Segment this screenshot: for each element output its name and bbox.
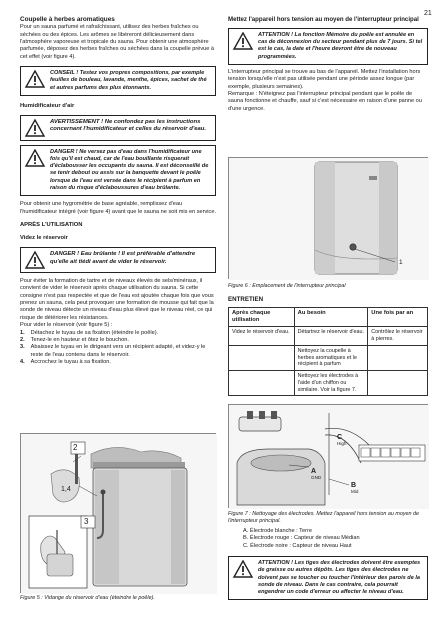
figure-7-label-mid: Mid (351, 489, 359, 494)
warning-icon (25, 149, 45, 167)
electrode-cleaning-illustration (229, 405, 429, 509)
figure-5-label-3: 3 (84, 517, 89, 526)
table-row (229, 345, 428, 370)
maintenance-table (228, 307, 428, 396)
table-header-row (229, 308, 428, 327)
figure-6-image (228, 157, 428, 279)
switch-paragraph: L'interrupteur principal se trouve au bas de l'appareil. Mettez l'installation hors tension lorsqu'elle n'est pas utilisée pendant une période assez longue (par exemple, plusieurs semaines). (228, 68, 421, 90)
list-item: 1. Détachez le tuyau de sa fixation (éteindre le poêle). (20, 329, 159, 336)
danger-text-2: DANGER ! Eau brûlante ! Il est préférable d'attendre qu'elle ait tiédi avant de vider le réservoir. (50, 250, 196, 265)
table-row (229, 371, 428, 396)
figure-7-label-high: High (337, 441, 347, 446)
humidifier-heading: Humidificateur d'air (20, 103, 75, 109)
remark-paragraph: Remarque : N'éteignez pas l'interrupteur principal pendant que le poêle de sauna fonctionne et chauffe, sauf si c'est nécessaire en raison d'une panne ou d'une urgence. (228, 91, 422, 112)
table-cell (368, 371, 428, 396)
conseil-text: CONSEIL ! Testez vos propres compositions, par exemple feuilles de bouleau, lavande, menthe, épices, sachet de thé et autres parfums des plus étonnants. (50, 70, 207, 91)
maintenance-heading: ENTRETIEN (228, 296, 264, 303)
warning-text: AVERTISSEMENT ! Ne confondez pas les instructions concernant l'humidificateur et celles du réservoir d'eau. (50, 118, 207, 133)
table-cell: Nettoyez la coupelle à herbes aromatiques et le récipient à parfum (294, 345, 368, 370)
attention-box (228, 28, 428, 65)
aroma-heading: Coupelle à herbes aromatiques (20, 16, 115, 23)
figure-5-image (20, 433, 216, 593)
list-item: B. Électrode rouge : Capteur de niveau Médian (243, 535, 360, 542)
figure-7-label-a: A (311, 468, 317, 475)
left-column (20, 16, 216, 366)
table-cell (368, 345, 428, 370)
after-use-heading: APRÈS L'UTILISATION (20, 221, 83, 228)
switch-heading: Mettez l'appareil hors tension au moyen de l'interrupteur principal (228, 16, 419, 23)
warning-icon (25, 119, 45, 137)
table-cell (229, 345, 295, 370)
warning-icon (233, 32, 253, 50)
figure-6-label-1: 1 (399, 259, 403, 266)
warning-icon (233, 560, 253, 578)
list-item: 2. Tenez-le en hauteur et ôtez le bouchon. (20, 336, 129, 343)
right-column (228, 16, 428, 113)
danger-box-2 (20, 247, 216, 273)
table-cell: Contrôlez le réservoir à pierres. (368, 327, 428, 346)
empty-paragraph: Pour éviter la formation de tartre et de niveaux élevés de sels/minéraux, il convient de vider le réservoir après chaque utilisation du sauna. Si cette consigne n'est pas respectée et que de l'eau est ajoutée chaque fois que vous prenez un sauna, cela peut provoquer une formation de mousse qui fait que la sonde de niveau détecte un niveau d'eau plus élevé que le niveau réel, ce qui risque de détériorer les résistances. (20, 277, 214, 321)
electrode-list (243, 528, 428, 550)
figure-7-caption: Figure 7 : Nettoyage des électrodes. Mettez l'appareil hors tension au moyen de l'interrupteur principal. (228, 511, 420, 525)
warning-icon (25, 251, 45, 269)
sauna-heater-drain-illustration (21, 434, 217, 594)
figure-5-label-1-4: 1,4 (61, 486, 71, 493)
empty-steps-list (20, 330, 216, 367)
figure-5-label-2: 2 (73, 443, 78, 452)
figure-6-caption: Figure 6 : Emplacement de l'interrupteur principal (228, 283, 346, 289)
warning-box (20, 115, 216, 141)
table-cell: Videz le réservoir d'eau. (229, 327, 295, 346)
hygrometry-paragraph: Pour obtenir une hygrométrie de base agréable, remplissez d'eau l'humidificateur intégré (voir figure 4) avant que le sauna ne soit mis en service. (20, 201, 217, 215)
attention-text-2: ATTENTION ! Les tiges des électrodes doivent être exemptes de graisse ou autres dépôts. Les tiges des électrodes ne doivent pas se toucher ou toucher l'intérieur des parois de la sonde de niveau. Dans le cas contraire, cela pourrait engendrer un code d'erreur ou affecter le niveau d'eau. (258, 560, 421, 596)
figure-7-label-gnd: GND (311, 475, 322, 480)
figure-7-label-c: C (337, 434, 343, 441)
danger-text: DANGER ! Ne versez pas d'eau dans l'humidificateur une fois qu'il est chaud, car de l'eau bouillante risquerait d'éclabousser les occupants du sauna. Il est déconseillé de se tenir debout ou assis sur la banquette devant le poêle lorsque de l'eau est versée dans le récipient à parfum en raison du risque d'éclaboussures d'eau brûlante. (50, 148, 209, 191)
table-cell: Détartrez le réservoir d'eau. (294, 327, 368, 346)
aroma-paragraph: Pour un sauna parfumé et rafraîchissant, utilisez des herbes fraîches ou séchées ou des épices. Les arômes se libéreront délicieusement dans l'atmosphère vaporeuse et tropicale du sauna. Pour obtenir une atmosphère parfumée, déposez des herbes fraîches ou séchées dans la coupelle prévue à cet effet (voir figure 4). (20, 24, 215, 60)
table-cell: Nettoyez les électrodes à l'aide d'un chiffon ou similaire. Voir la figure 7. (294, 371, 368, 396)
list-item: 4. Accrochez le tuyau à sa fixation. (20, 359, 111, 366)
warning-icon (25, 70, 45, 88)
attention-text: ATTENTION ! La fonction Mémoire du poêle est annulée en cas de déconnexion du secteur pendant plus de 7 jours. Si tel est le cas, la date et l'heure devront être de nouveau programmées. (258, 31, 423, 60)
page-number: 21 (424, 10, 432, 17)
figure-7-label-b: B (351, 482, 357, 489)
table-cell (229, 371, 295, 396)
figure-5-caption: Figure 5 : Vidange du réservoir d'eau (éteindre le poêle). (20, 595, 155, 601)
attention-box-2 (228, 556, 428, 600)
list-item: C. Électrode noire : Capteur de niveau Haut (243, 542, 352, 549)
column-header: Après chaque utilisation (229, 308, 295, 327)
empty-tank-heading: Videz le réservoir (20, 235, 68, 242)
column-header: Au besoin (294, 308, 368, 327)
list-item: 3. Abaissez le tuyau en le dirigeant vers un récipient adapté, et videz-y le reste de l'eau contenu dans le réservoir. (20, 344, 206, 358)
conseil-box (20, 66, 216, 96)
danger-box (20, 145, 216, 197)
empty-intro: Pour vider le réservoir (voir figure 5) : (20, 322, 113, 329)
list-item: A. Électrode blanche : Terre (243, 528, 312, 534)
table-row (229, 327, 428, 346)
column-header: Une fois par an (368, 308, 428, 327)
figure-7-image (228, 404, 428, 508)
